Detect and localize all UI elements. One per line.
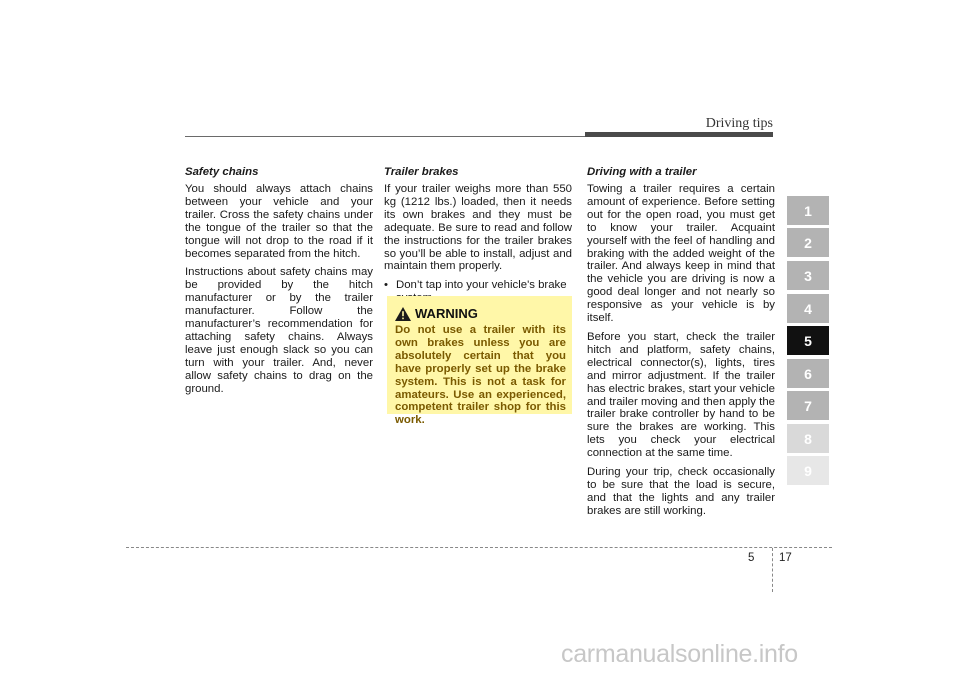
heading-safety-chains: Safety chains — [185, 166, 259, 178]
footer-rule — [126, 547, 832, 548]
chapter-tab-4[interactable]: 4 — [787, 294, 829, 323]
bullet-dot: • — [384, 279, 388, 292]
column-safety-chains — [185, 166, 373, 402]
chapter-tab-5[interactable]: 5 — [787, 326, 829, 355]
chapter-tab-3[interactable]: 3 — [787, 261, 829, 290]
column-trailer-brakes — [384, 166, 572, 311]
header-rule-accent — [585, 132, 773, 137]
watermark: carmanualsonline.info — [561, 640, 798, 668]
page-number: 17 — [779, 552, 792, 564]
chapter-tab-8[interactable]: 8 — [787, 424, 829, 453]
warning-title: WARNING — [415, 306, 478, 321]
chapter-tab-1[interactable]: 1 — [787, 196, 829, 225]
page-header-title: Driving tips — [705, 116, 773, 131]
paragraph: If your trailer weighs more than 550 kg (1212 lbs.) loaded, then it needs its own brakes and they must be adequate. Be sure to read and follow the instructions for the trailer brakes so you’ll be able to install, adjust and maintain them properly. — [384, 183, 572, 273]
chapter-tab-2[interactable]: 2 — [787, 228, 829, 257]
chapter-tab-7[interactable]: 7 — [787, 391, 829, 420]
column-driving-with-trailer — [587, 166, 775, 524]
paragraph: Before you start, check the trailer hitch and platform, safety chains, electrical connector(s), lights, tires and mirror adjustment. If the trailer has electric brakes, start your vehicle and trailer moving and then apply the trailer brake controller by hand to be sure the brakes are working. This lets you check your electrical connection at the same time. — [587, 330, 775, 460]
warning-triangle-icon — [395, 307, 411, 321]
paragraph: Towing a trailer requires a certain amount of experience. Before setting out for the open road, you must get to know your trailer. Acquaint yourself with the feel of handling and braking with the added weight of the trailer. And always keep in mind that the vehicle you are driving is now a good deal longer and not nearly so responsive as your vehicle is by itself. — [587, 183, 775, 325]
chapter-tab-6[interactable]: 6 — [787, 359, 829, 388]
paragraph: During your trip, check occasionally to be sure that the load is secure, and that the lights and any trailer brakes are still working. — [587, 466, 775, 517]
heading-driving-with-trailer: Driving with a trailer — [587, 166, 697, 178]
warning-box — [387, 296, 572, 427]
warning-text: Do not use a trailer with its own brakes unless you are absolutely certain that you have properly set up the brake system. This is not a task for amateurs. Use an experienced, competent trailer shop for this work. — [395, 324, 566, 427]
warning-header — [395, 306, 566, 321]
page-chapter-number: 5 — [748, 552, 755, 564]
paragraph: Instructions about safety chains may be provided by the hitch manufacturer or by the trailer manufacturer. Follow the manufacturer’s recommendation for attaching safety chains. Always leave just enough slack so you can turn with your trailer. And, never allow safety chains to drag on the ground. — [185, 266, 373, 395]
bullet-text: Don’t tap into your vehicle's brake — [396, 279, 567, 292]
heading-trailer-brakes: Trailer brakes — [384, 166, 459, 178]
paragraph: You should always attach chains between your vehicle and your trailer. Cross the safety chains under the tongue of the trailer so that the tongue will not drop to the road if it becomes separated from the hitch. — [185, 183, 373, 260]
footer-divider — [772, 548, 773, 592]
chapter-tab-9[interactable]: 9 — [787, 456, 829, 485]
